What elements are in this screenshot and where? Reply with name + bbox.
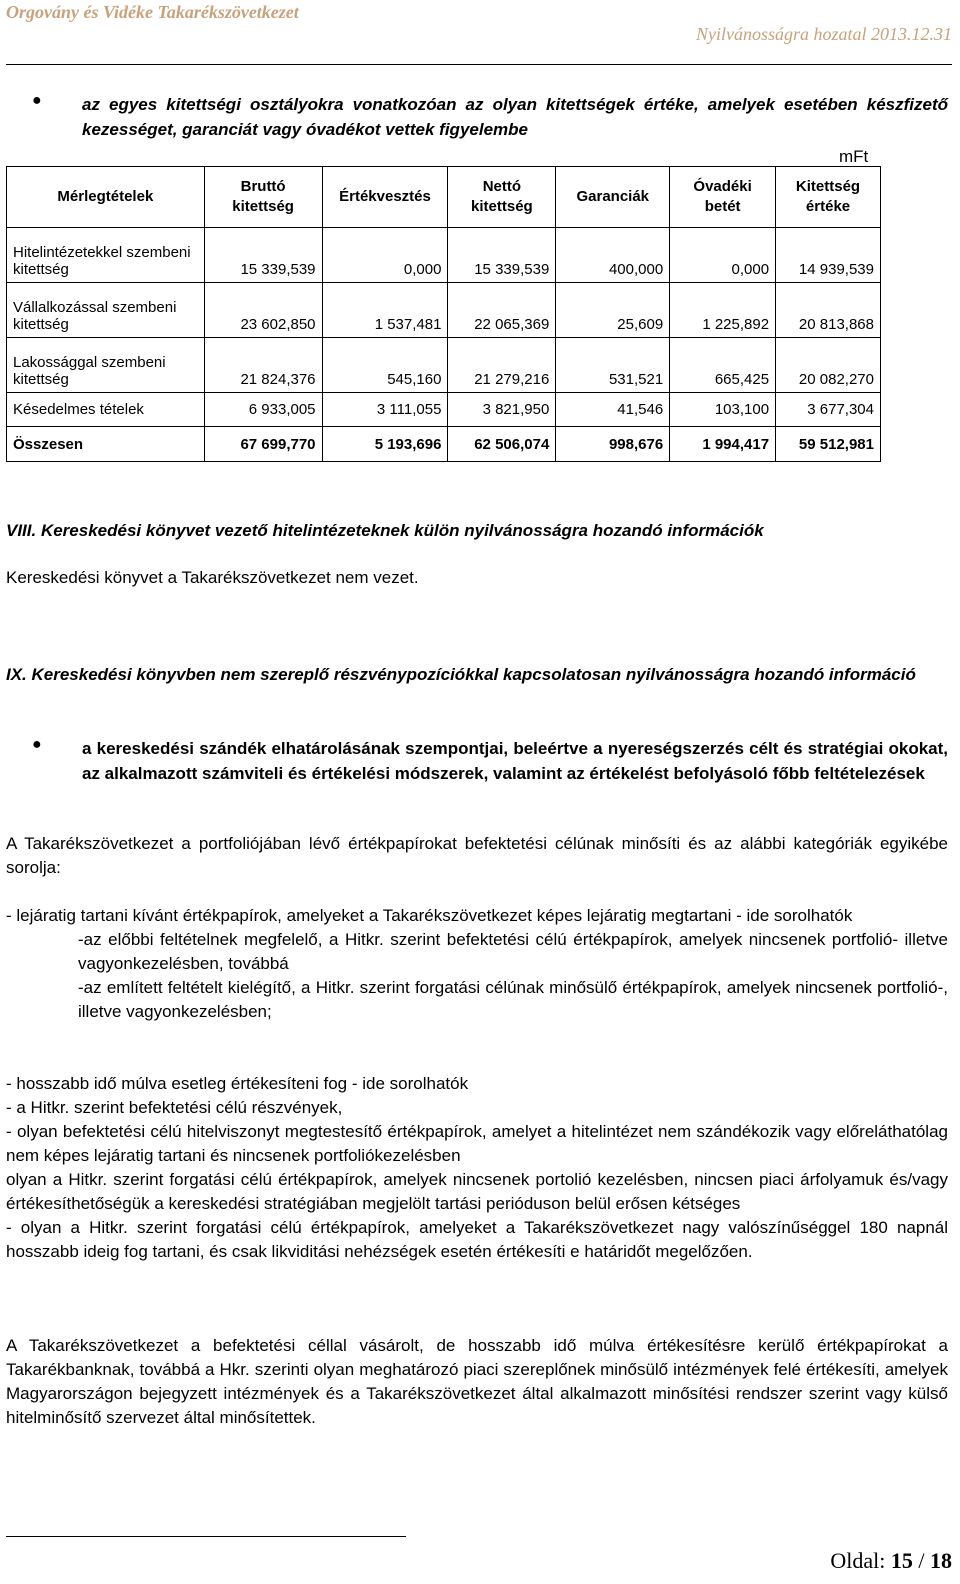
list-item: - olyan befektetési célú hitelviszonyt megtestesítő értékpapírok, amelyet a hitelintézet nem szándékozik vagy előreláthatólag nem képes lejáratig tartani és nincsenek portfoliókezelésben: [6, 1122, 948, 1165]
bullet-text: a kereskedési szándék elhatárolásának szempontjai, beleértve a nyereségszerzés célt és stratégiai okokat, az alkalmazott számviteli és értékelési módszerek, valamint az értékelést befolyásoló főbb feltételezések: [82, 739, 948, 783]
table-cell: 59 512,981: [776, 427, 881, 462]
table-cell: 531,521: [556, 338, 670, 393]
exposure-table: [6, 166, 881, 462]
row-label: Összesen: [7, 427, 205, 462]
table-cell: 21 824,376: [204, 338, 322, 393]
bullet-item-criteria: [0, 736, 948, 786]
header-divider: [6, 64, 952, 65]
row-label: Lakossággal szembeni kitettség: [7, 338, 205, 393]
list-item: - a Hitkr. szerint befektetési célú részvények,: [6, 1098, 343, 1117]
table-cell: 1 537,481: [322, 283, 448, 338]
bullet-text: az egyes kitettségi osztályokra vonatkozóan az olyan kitettségek értéke, amelyek esetében készfizető kezességet, garanciát vagy óvadékot vettek figyelembe: [82, 95, 948, 139]
section-ix-title: IX. Kereskedési könyvben nem szereplő részvénypozíciókkal kapcsolatosan nyilvánosságra hozandó információ: [6, 665, 916, 684]
table-cell: 3 111,055: [322, 393, 448, 427]
list-item: olyan a Hitkr. szerint forgatási célú értékpapírok, amelyek nincsenek portolió kezelésben, nincsen piaci árfolyamuk és/vagy értékesíthetőségük a kereskedési stratégiában megjelölt tartási perióduson belül erősen kétséges: [6, 1170, 948, 1213]
held-to-maturity-list: [6, 904, 948, 1024]
table-row: [7, 393, 881, 427]
list-item: - lejáratig tartani kívánt értékpapírok, amelyeket a Takarékszövetkezet képes lejáratig megtartani - ide sorolhatók: [6, 906, 853, 925]
table-cell: 0,000: [322, 228, 448, 283]
column-header: Kitettség értéke: [776, 167, 881, 228]
column-header: Értékvesztés: [322, 167, 448, 228]
page-total: 18: [930, 1548, 952, 1573]
footer-divider: [6, 1536, 406, 1537]
table-row: [7, 228, 881, 283]
table-cell: 15 339,539: [448, 228, 556, 283]
column-header: Mérlegtételek: [7, 167, 205, 228]
bullet-dot-icon: ●: [32, 92, 42, 109]
header-disclosure-date: Nyilvánosságra hozatal 2013.12.31: [695, 24, 952, 44]
table-cell: 3 821,950: [448, 393, 556, 427]
column-header: Garanciák: [556, 167, 670, 228]
table-cell: 41,546: [556, 393, 670, 427]
bullet-dot-icon: ●: [32, 736, 42, 753]
table-cell: 103,100: [670, 393, 776, 427]
table-cell: 62 506,074: [448, 427, 556, 462]
table-cell: 545,160: [322, 338, 448, 393]
column-header: Nettó kitettség: [448, 167, 556, 228]
header-org-name: Orgovány és Vidéke Takarékszövetkezet: [6, 2, 299, 22]
table-row: [7, 283, 881, 338]
page-number: [830, 1548, 952, 1574]
table-cell: 22 065,369: [448, 283, 556, 338]
unit-label: mFt: [839, 147, 869, 166]
long-term-list: [6, 1072, 948, 1264]
table-cell: 3 677,304: [776, 393, 881, 427]
row-label: Vállalkozással szembeni kitettség: [7, 283, 205, 338]
table-row: [7, 338, 881, 393]
table-cell: 1 225,892: [670, 283, 776, 338]
section-viii-title: VIII. Kereskedési könyvet vezető hitelintézeteknek külön nyilvánosságra hozandó információk: [6, 521, 764, 540]
table-cell: 665,425: [670, 338, 776, 393]
closing-paragraph: A Takarékszövetkezet a befektetési céllal vásárolt, de hosszabb idő múlva értékesítésre kerülő értékpapírokat a Takarékbanknak, továbbá a Hkr. szerinti olyan meghatározó piaci szereplőnek minősülő intézmények felé értékesíti, amelyek Magyarországon bejegyzett intézmények és a Takarékszövetkezet által alkalmazott minősítési rendszer szerint vagy külső hitelminősítő szervezet által minősítettek.: [6, 1336, 948, 1427]
table-cell: 20 082,270: [776, 338, 881, 393]
row-label: Késedelmes tételek: [7, 393, 205, 427]
table-cell: 21 279,216: [448, 338, 556, 393]
list-subitem: -az említett feltételt kielégítő, a Hitkr. szerint forgatási célúnak minősülő értékpapírok, amelyek nincsenek portfolió-, illetve vagyonkezelésben;: [78, 978, 948, 1021]
table-cell: 67 699,770: [204, 427, 322, 462]
page-separator: /: [918, 1548, 925, 1573]
table-cell: 0,000: [670, 228, 776, 283]
table-cell: 15 339,539: [204, 228, 322, 283]
section-viii-text: Kereskedési könyvet a Takarékszövetkezet nem vezet.: [6, 568, 419, 587]
table-cell: 5 193,696: [322, 427, 448, 462]
table-total-row: [7, 427, 881, 462]
page-label: Oldal:: [830, 1548, 886, 1573]
table-cell: 998,676: [556, 427, 670, 462]
table-cell: 25,609: [556, 283, 670, 338]
table-cell: 20 813,868: [776, 283, 881, 338]
table-cell: 14 939,539: [776, 228, 881, 283]
column-header: Bruttó kitettség: [204, 167, 322, 228]
row-label: Hitelintézetekkel szembeni kitettség: [7, 228, 205, 283]
bullet-item-exposures: [0, 92, 948, 142]
table-cell: 400,000: [556, 228, 670, 283]
table-cell: 1 994,417: [670, 427, 776, 462]
list-item: - olyan a Hitkr. szerint forgatási célú értékpapírok, amelyeket a Takarékszövetkezet nagy valószínűséggel 180 napnál hosszabb ideig fog tartani, és csak likviditási nehézségek esetén értékesíti e határidőt megelőzően.: [6, 1218, 948, 1261]
column-header: Óvadéki betét: [670, 167, 776, 228]
table-cell: 6 933,005: [204, 393, 322, 427]
list-item: - hosszabb idő múlva esetleg értékesíteni fog - ide sorolhatók: [6, 1074, 469, 1093]
table-cell: 23 602,850: [204, 283, 322, 338]
table-header-row: [7, 167, 881, 228]
list-subitem: -az előbbi feltételnek megfelelő, a Hitkr. szerint befektetési célú értékpapírok, amelyek nincsenek portfolió- illetve vagyonkezelésben, továbbá: [78, 930, 948, 973]
page-current: 15: [890, 1548, 913, 1573]
section-ix-intro: A Takarékszövetkezet a portfoliójában lévő értékpapírokat befektetési célúnak minősíti és az alábbi kategóriák egyikébe sorolja:: [6, 834, 948, 877]
